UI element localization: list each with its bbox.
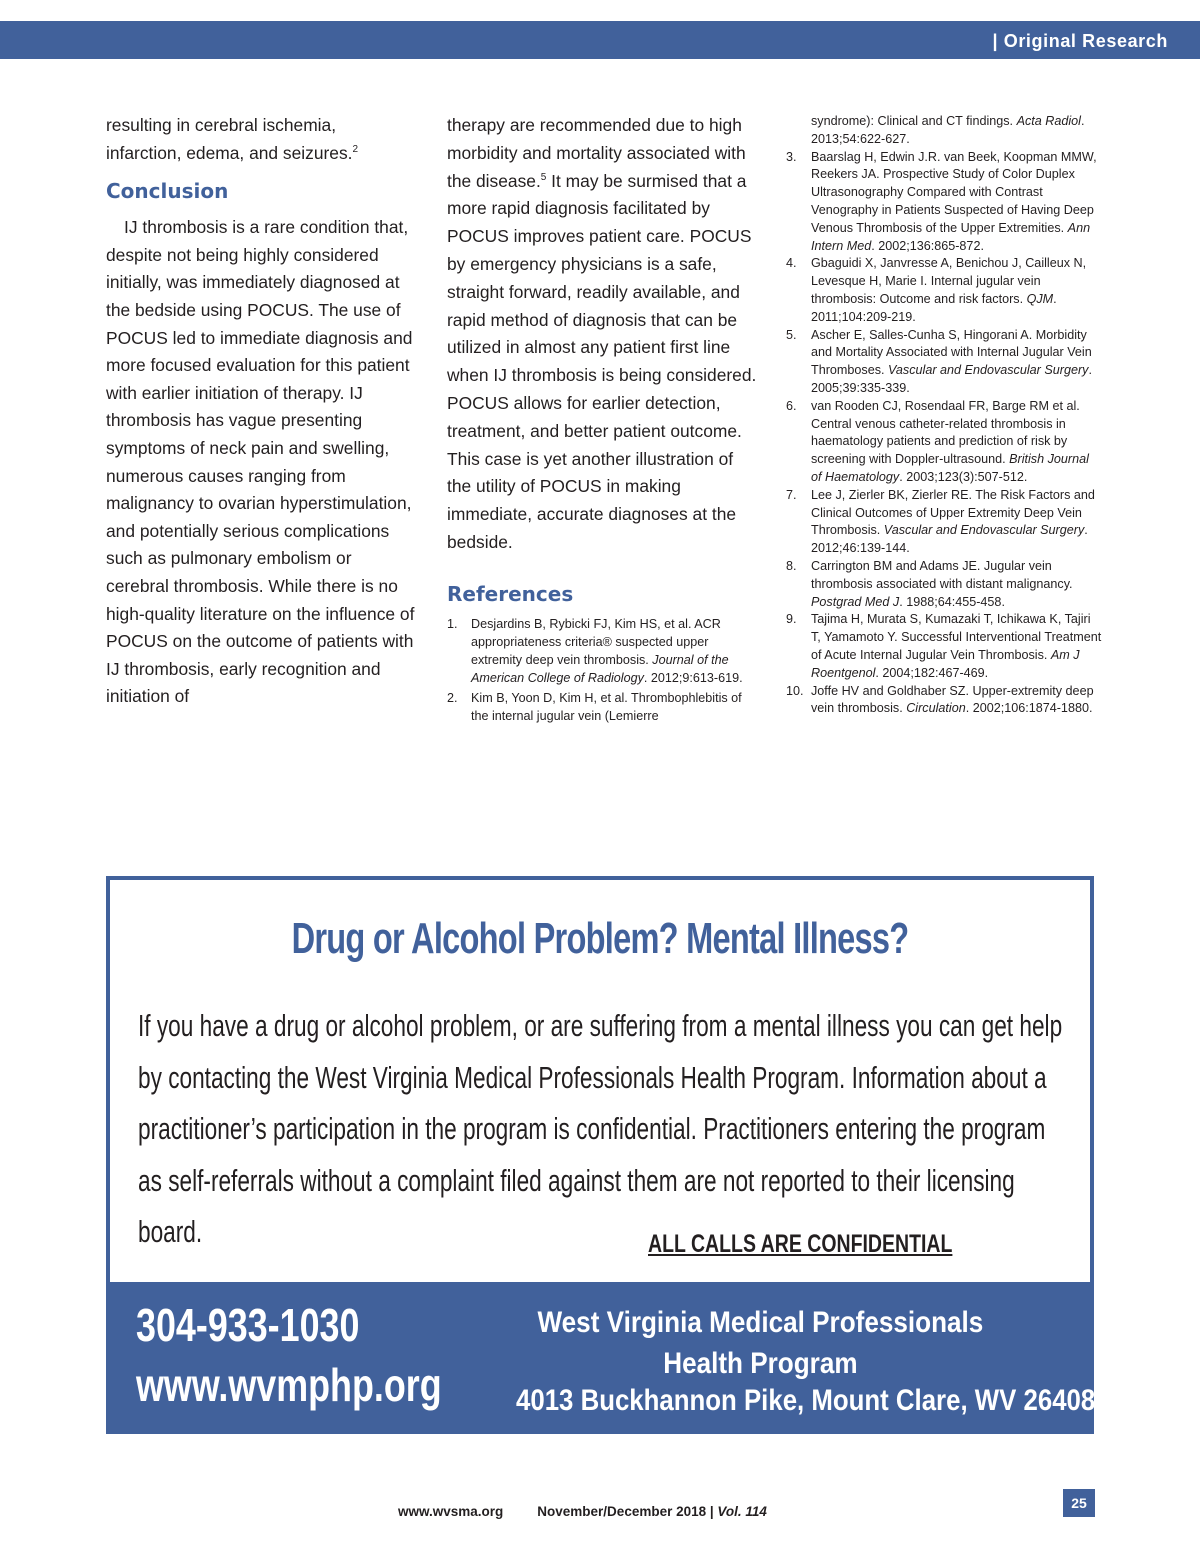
conclusion-paragraph: IJ thrombosis is a rare condition that, despite not being highly considered initially, was immediately diagnosed at the bedside using POCUS. The use of POCUS led to immediate diagnosis and more focused evaluation for this patient with earlier initiation of therapy. IJ thrombosis has vague presenting symptoms of neck pain and swelling, numerous causes ranging from malignancy to ovarian hyperstimulation, and potentially serious complications such as pulmonary embolism or cerebral thrombosis. While there is no high-quality literature on the influence of POCUS on the outcome of patients with IJ thrombosis, early recognition and initiation of — [106, 217, 415, 707]
footer-issue: November/December 2018 | — [537, 1504, 718, 1519]
reference-item: 7. Lee J, Zierler BK, Zierler RE. The Risk Factors and Clinical Outcomes of Upper Extremity Deep Vein Thrombosis. Vascular and Endovascular Surgery. 2012;46:139-144. — [786, 487, 1095, 556]
reference-item: 9. Tajima H, Murata S, Kumazaki T, Ichikawa K, Tajiri T, Yamamoto Y. Successful Interventional Treatment of Acute Internal Jugular Vein Thrombosis. Am J Roentgenol. 2004;182:467-469. — [786, 612, 1102, 680]
website-link[interactable]: www.wvmphp.org — [136, 1359, 442, 1411]
ad-title: Drug or Alcohol Problem? Mental Illness? — [291, 914, 909, 963]
reference-list — [447, 615, 762, 725]
page-footer — [398, 1504, 767, 1519]
reference-item: 2. Kim B, Yoon D, Kim H, et al. Thrombophlebitis of the internal jugular vein (Lemierre — [447, 690, 742, 723]
reference-item: 4. Gbaguidi X, Janvresse A, Benichou J, Cailleux N, Levesque H, Marie I. Internal jugular vein thrombosis: Outcome and risk factors. QJM. 2011;104:209-219. — [786, 256, 1087, 324]
organization-name: West Virginia Medical Professionals Health Program — [537, 1306, 984, 1380]
page-number: 25 — [1063, 1489, 1095, 1517]
wvmphp-advertisement — [106, 876, 1094, 1434]
section-label: | Original Research — [992, 31, 1168, 51]
footer-volume: Vol. 114 — [717, 1504, 767, 1519]
reference-item: 6. van Rooden CJ, Rosendaal FR, Barge RM et al. Central venous catheter-related thrombosis in haematology patients and prediction of risk by screening with Doppler-ultrasound. British Journal of Haematology. 2003;123(3):507-512. — [786, 398, 1089, 484]
citation-superscript: 2 — [352, 143, 359, 155]
reference-list — [786, 149, 1102, 719]
conclusion-heading: Conclusion — [106, 179, 229, 204]
ad-contact-banner — [110, 1282, 1096, 1430]
citation-superscript: 5 — [540, 171, 547, 183]
reference-item: 5. Ascher E, Salles-Cunha S, Hingorani A. Morbidity and Mortality Associated with Internal Jugular Vein Thromboses. Vascular and Endovascular Surgery. 2005;39:335-339. — [786, 327, 1092, 395]
conclusion-continued: therapy are recommended due to high morbidity and mortality associated with the disease.$^5$ It may be surmised that a more rapid diagnosis facilitated by POCUS improves patient care. POCUS by emergency physicians is a safe, straight forward, readily available, and rapid method of diagnosis that can be utilized in almost any patient first line when IJ thrombosis is being considered. POCUS allows for earlier detection, treatment, and better patient outcome. This case is yet another illustration of the utility of POCUS in making immediate, accurate diagnoses at the bedside. — [447, 115, 757, 552]
reference-item: 10. Joffe HV and Goldhaber SZ. Upper-extremity deep vein thrombosis. Circulation. 2002;106:1874-1880. — [786, 683, 1094, 716]
confidential-notice: ALL CALLS ARE CONFIDENTIAL — [648, 1230, 953, 1258]
reference-item: 8. Carrington BM and Adams JE. Jugular vein thrombosis associated with distant malignancy. Postgrad Med J. 1988;64:455-458. — [786, 558, 1073, 609]
references-heading: References — [447, 581, 574, 606]
article-column-2 — [447, 112, 762, 726]
section-header-bar — [0, 21, 1200, 59]
reference-continued: syndrome): Clinical and CT findings. Acta Radiol. 2013;54:622-627. — [811, 114, 1085, 146]
ad-body: If you have a drug or alcohol problem, or are suffering from a mental illness you can get help by contacting the West Virginia Medical Professionals Health Program. Information about a practitioner’s participation in the program is confidential. Practitioners entering the program as self-referrals without a complaint filed against them are not reported to their licensing board. — [138, 1008, 1063, 1249]
reference-item: 3. Baarslag H, Edwin J.R. van Beek, Koopman MMW, Reekers JA. Prospective Study of Color Duplex Ultrasonography Compared with Contrast Venography in Patients Suspected of Having Deep Venous Thrombosis of the Upper Extremities. Ann Intern Med. 2002;136:865-872. — [786, 149, 1097, 253]
organization-address: 4013 Buckhannon Pike, Mount Clare, WV 26408 — [516, 1384, 1096, 1417]
intro-paragraph: resulting in cerebral ischemia, infarction, edema, and seizures.$^2$ — [106, 115, 359, 163]
article-column-1 — [106, 112, 416, 711]
footer-site[interactable]: www.wvsma.org — [398, 1504, 504, 1519]
phone-number[interactable]: 304-933-1030 — [136, 1299, 360, 1351]
reference-item: 1. Desjardins B, Rybicki FJ, Kim HS, et al. ACR appropriateness criteria® suspected upper extremity deep vein thrombosis. Journal of the American College of Radiology. 2012;9:613-619. — [447, 616, 743, 686]
references-column-3 — [786, 113, 1102, 718]
